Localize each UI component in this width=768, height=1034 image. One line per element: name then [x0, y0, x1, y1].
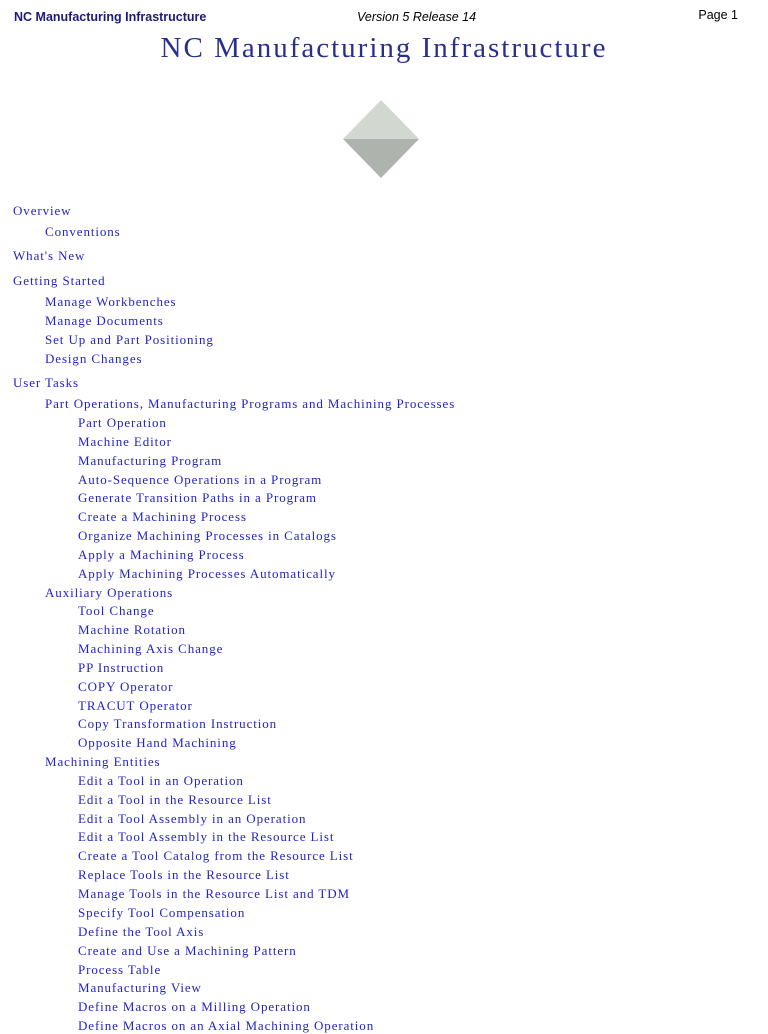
toc-link[interactable]: Machine Rotation [78, 622, 186, 637]
toc-link[interactable]: Specify Tool Compensation [78, 905, 246, 920]
gray-diamond-icon [342, 99, 420, 179]
toc-link[interactable]: Conventions [45, 224, 121, 239]
toc-link[interactable]: Getting Started [13, 273, 106, 288]
toc-link[interactable]: Apply Machining Processes Automatically [78, 566, 336, 581]
toc-link[interactable]: Edit a Tool in an Operation [78, 773, 244, 788]
toc-link[interactable]: Replace Tools in the Resource List [78, 867, 290, 882]
toc-link[interactable]: Define Macros on an Axial Machining Operation [78, 1018, 375, 1033]
toc-link[interactable]: Manage Documents [45, 313, 164, 328]
toc-link[interactable]: TRACUT Operator [78, 698, 193, 713]
toc-link[interactable]: Overview [13, 203, 72, 218]
toc-link[interactable]: Create and Use a Machining Pattern [78, 943, 297, 958]
toc-link[interactable]: Edit a Tool Assembly in the Resource List [78, 829, 335, 844]
header-page-number: Page 1 [698, 8, 738, 22]
toc-link[interactable]: COPY Operator [78, 679, 174, 694]
toc-link[interactable]: Manage Workbenches [45, 294, 177, 309]
toc-link[interactable]: Manage Tools in the Resource List and TDM [78, 886, 350, 901]
toc-link[interactable]: PP Instruction [78, 660, 165, 675]
toc-link[interactable]: Auxiliary Operations [45, 585, 174, 600]
toc-link[interactable]: Define Macros on a Milling Operation [78, 999, 311, 1014]
toc-link[interactable]: Define the Tool Axis [78, 924, 205, 939]
toc-link[interactable]: Machining Entities [45, 754, 161, 769]
toc-link[interactable]: Auto-Sequence Operations in a Program [78, 472, 323, 487]
page-title: NC Manufacturing Infrastructure [160, 32, 608, 64]
toc-link[interactable]: Generate Transition Paths in a Program [78, 490, 317, 505]
toc-link[interactable]: Machine Editor [78, 434, 172, 449]
toc-link[interactable]: Part Operations, Manufacturing Programs and Machining Processes [45, 396, 456, 411]
toc-link[interactable]: Design Changes [45, 351, 143, 366]
toc-link[interactable]: Apply a Machining Process [78, 547, 245, 562]
toc-link[interactable]: Manufacturing View [78, 980, 202, 995]
toc-link[interactable]: Part Operation [78, 415, 167, 430]
toc-link[interactable]: Organize Machining Processes in Catalogs [78, 528, 337, 543]
toc-link[interactable]: What's New [13, 248, 86, 263]
toc-link[interactable]: Copy Transformation Instruction [78, 716, 278, 731]
toc-link[interactable]: Edit a Tool in the Resource List [78, 792, 272, 807]
toc-link[interactable]: Process Table [78, 962, 162, 977]
toc-link[interactable]: Opposite Hand Machining [78, 735, 237, 750]
toc-link[interactable]: Set Up and Part Positioning [45, 332, 214, 347]
toc-link[interactable]: Manufacturing Program [78, 453, 223, 468]
header-version: Version 5 Release 14 [357, 10, 477, 24]
toc-link[interactable]: Edit a Tool Assembly in an Operation [78, 811, 307, 826]
toc-link[interactable]: Create a Tool Catalog from the Resource List [78, 848, 354, 863]
header-doc-name: NC Manufacturing Infrastructure [14, 10, 207, 24]
toc-link[interactable]: Machining Axis Change [78, 641, 224, 656]
toc-link[interactable]: Tool Change [78, 603, 155, 618]
toc-link[interactable]: Create a Machining Process [78, 509, 247, 524]
toc-link[interactable]: User Tasks [13, 375, 79, 390]
